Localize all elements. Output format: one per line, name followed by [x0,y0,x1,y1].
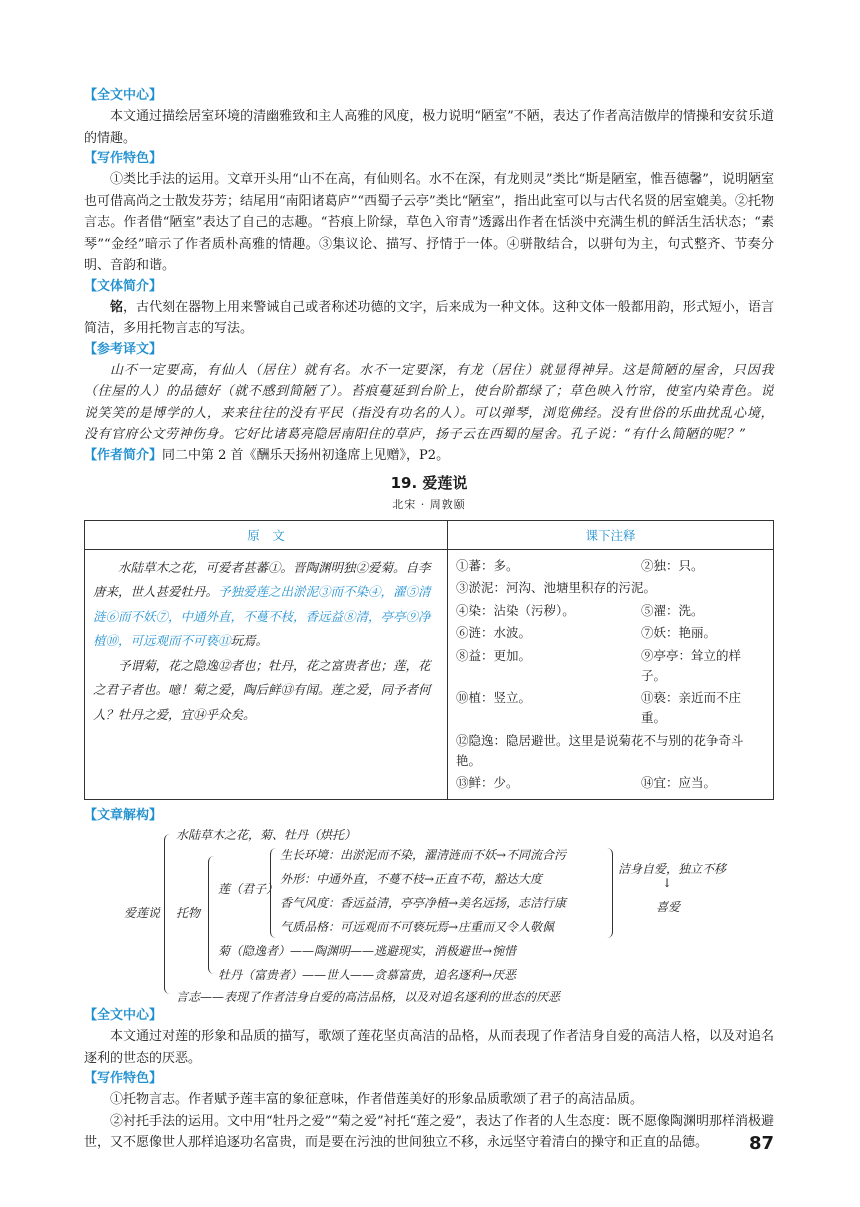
page-number: 87 [748,1133,774,1154]
section-label-feature: 【写作特色】 [84,151,163,166]
author-text: 同二中第 2 首《酬乐天扬州初逢席上见赠》，P2。 [162,447,450,463]
note-item: ⑩植：竖立。 [456,690,532,705]
note-item: ⑤濯：洗。 [641,602,704,618]
diagram-result-2: 喜爱 [656,900,681,914]
note-item: ⑭宜：应当。 [641,775,717,790]
author-line [84,446,774,466]
translation-text: 山不一定要高，有仙人（居住）就有名。水不一定要深，有龙（居住）就显得神异。这是简陋的屋舍，只因我（住屋的人）的品德好（就不感到简陋了）。苔痕蔓延到台阶上，使台阶都绿了；草色映入竹帘，使室内染青色。说说笑笑的是博学的人，来来往往的没有平民（指没有功名的人）。可以弹琴，浏览佛经。没有世俗的乐曲扰乱心境，没有官府公文劳神伤身。它好比诸葛亮隐居南阳住的草庐，扬子云在西蜀的屋舍。孔子说：“有什么简陋的呢？” [84,362,774,442]
original-para-2: 予谓菊，花之隐逸⑫者也；牡丹，花之富贵者也；莲，花之君子者也。噫！菊之爱，陶后鲜⑬有闻。莲之爱，同予者何人？牡丹之爱，宜⑭乎众矣。 [93,657,431,722]
note-item: ⑦妖：艳丽。 [641,625,717,640]
diagram-row-2: 外形：中通外直，不蔓不枝→正直不苟，豁达大度 [280,872,543,886]
note-item: ①蕃：多。 [456,557,519,573]
text-notes-table [84,520,774,801]
original-para-1-b: 予独爱莲之出淤泥③而不染④，濯⑤清涟⑥而不妖⑦，中通外直，不蔓不枝，香远益⑧清，亭亭⑨净植⑩，可远观而不可亵⑪ [93,584,431,648]
section-label-translation: 【参考译文】 [84,341,163,357]
note-item: ⑥涟：水波。 [456,625,532,640]
note-item: ③淤泥：河沟、池塘里积存的污泥。 [456,580,657,595]
diagram-yanzhi: 言志——表现了作者洁身自爱的高洁品格，以及对追名逐利的世态的厌恶 [176,990,561,1004]
feature-text: ①类比手法的运用。文章开头用“山不在高，有仙则名。水不在深，有龙则灵”类比“斯是陋室，惟吾德馨”，说明陋室也可借高尚之士散发芬芳；结尾用“南阳诸葛庐”“西蜀子云亭”类比“陋室”，指出此室可以与古代名贤的居室媲美。②托物言志。作者借“陋室”表达了自己的志趣。“苔痕上阶绿，草色入帘青”透露出作者在恬淡中充满生机的鲜活生活状态；“素琴”“金经”暗示了作者质朴高雅的情趣。③集议论、描写、抒情于一体。④骈散结合，以骈句为主，句式整齐、节奏分明、音韵和谐。 [84,172,774,273]
feature-2-item-2: ②衬托手法的运用。文中用“牡丹之爱”“菊之爱”衬托“莲之爱”，表达了作者的人生态度：既不愿像陶渊明那样消极避世，又不愿像世人那样追逐功名富贵，而是要在污浊的世间独立不移，永远坚守着清白的操守和正直的品德。 [84,1113,774,1150]
table-head-original: 原 文 [85,520,448,549]
diagram-row-3: 香气风度：香远益清，亭亭净植→美名远扬，志洁行康 [280,896,567,910]
note-item: ⑪亵：亲近而不庄重。 [641,690,742,725]
note-item: ⑫隐逸：隐居避世。这里是说菊花不与别的花争奇斗艳。 [456,732,744,768]
diagram-root: 爱莲说 [124,906,161,920]
note-item: ⑨亭亭：耸立的样子。 [641,647,742,683]
note-item: ⑧益：更加。 [456,647,532,663]
original-para-1 [93,556,439,654]
notes-cell [448,549,774,800]
diagram-mudan: 牡丹（富贵者）——世人——贪慕富贵，追名逐利→厌恶 [218,968,517,982]
table-head-notes: 课下注释 [448,520,774,549]
center-text-2: 本文通过对莲的形象和品质的描写，歌颂了莲花坚贞高洁的品格，从而表现了作者洁身自爱的高洁人格，以及对追名逐利的世态的厌恶。 [84,1029,774,1066]
notes-list [456,556,765,794]
diagram-row-1: 生长环境：出淤泥而不染，濯清涟而不妖→不同流合污 [280,848,567,862]
brace-lotus [270,848,279,938]
diagram-tuowu: 托物 [176,906,201,920]
original-para-1-a: 水陆草木之花，可爱者甚蕃①。晋陶渊明独②爱菊。自李唐来，世人甚爱牡丹。 [93,559,431,599]
section-label-center: 【全文中心】 [84,88,163,103]
brace-right [606,848,613,938]
diagram-lotus: 莲（君子） [218,882,279,896]
section-label-structure: 【文章解构】 [84,808,163,823]
structure-diagram [84,826,774,1006]
diagram-top: 水陆草木之花，菊、牡丹（烘托） [176,828,357,842]
genre-body: ，古代刻在器物上用来警诫自己或者称述功德的文字，后来成为一种文体。这种文体一般都用韵，形式短小，语言简洁，多用托物言志的写法。 [84,299,774,336]
genre-term: 铭 [110,299,124,315]
feature-2-item-1: ①托物言志。作者赋予莲丰富的象征意味，作者借莲美好的形象品质歌颂了君子的高洁品质。 [110,1092,644,1107]
genre-text [84,297,774,340]
diagram-arrow: ↓ [662,876,673,890]
note-item: ④染：沾染（污秽）。 [456,602,575,618]
section-label-center-2: 【全文中心】 [84,1008,163,1023]
note-item: ②独：只。 [641,557,704,573]
lesson-subtitle: 北宋 · 周敦颐 [392,497,466,511]
diagram-result: 洁身自爱，独立不移 [618,862,727,876]
section-label-genre: 【文体简介】 [84,278,163,294]
section-label-feature-2: 【写作特色】 [84,1071,163,1086]
diagram-row-4: 气质品格：可远观而不可亵玩焉→庄重而又令人敬佩 [280,920,555,934]
section-label-author: 【作者简介】 [84,447,163,463]
original-para-1-c: 玩焉。 [230,633,269,648]
center-text: 本文通过描绘居室环境的清幽雅致和主人高雅的风度，极力说明“陋室”不陋，表达了作者高洁傲岸的情操和安贫乐道的情趣。 [84,109,774,146]
lesson-title: 19. 爱莲说 [390,473,468,492]
note-item: ⑬鲜：少。 [456,775,519,790]
brace-main [164,834,173,994]
original-text [85,549,448,800]
diagram-ju: 菊（隐逸者）——陶渊明——逃避现实，消极避世→惋惜 [218,944,517,958]
brace-tuowu [208,856,217,974]
page-content [84,86,774,1154]
